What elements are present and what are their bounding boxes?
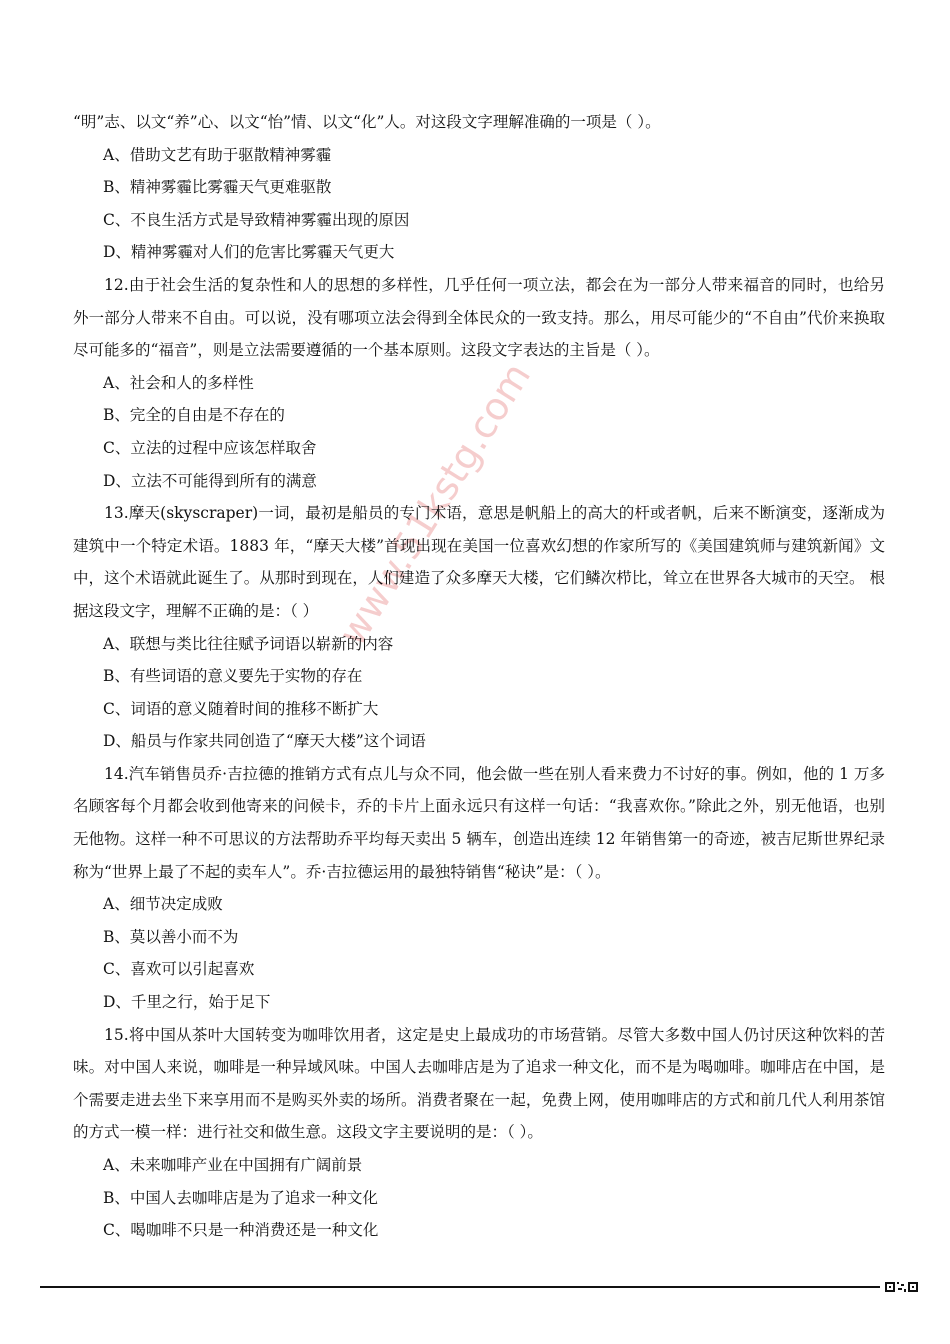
watermark: www.51kstg.com [330,355,540,654]
intro-options [73,139,885,269]
question-15 [73,1019,885,1247]
question-stem: 15.将中国从茶叶大国转变为咖啡饮用者，这定是史上最成功的市场营销。尽管大多数中国人仍讨厌这种饮料的苦味。对中国人来说，咖啡是一种异域风味。中国人去咖啡店是为了追求一种文化，而不是为喝咖啡。咖啡店在中国，是个需要走进去坐下来享用而不是购买外卖的场所。消费者聚在一起，免费上网，使用咖啡店的方式和前几代人利用茶馆的方式一模一样：进行社交和做生意。这段文字主要说明的是：（ ）。 [73,1025,885,1142]
footer-divider [40,1286,880,1288]
option-b: B、莫以善小而不为 [103,927,239,946]
content [73,106,885,1247]
option-b: B、完全的自由是不存在的 [103,406,285,425]
option-a: A、未来咖啡产业在中国拥有广阔前景 [103,1156,363,1174]
question-stem: 12.由于社会生活的复杂性和人的思想的多样性，几乎任何一项立法，都会在为一部分人带来福音的同时，也给另外一部分人带来不自由。可以说，没有哪项立法会得到全体民众的一致支持。那么，用尽可能少的“不自由”代价来换取尽可能多的“福音”，则是立法需要遵循的一个基本原则。这段文字表达的主旨是（ ）。 [73,275,885,360]
question-12 [73,269,885,497]
option-d: D、立法不可能得到所有的满意 [103,471,317,490]
question-13 [73,497,885,758]
qr-code-icon [884,1280,920,1344]
option-b: B、精神雾霾比雾霾天气更难驱散 [103,178,332,197]
option-c: C、立法的过程中应该怎样取舍 [103,438,317,457]
option-c: C、喜欢可以引起喜欢 [103,960,255,979]
option-a: A、借助文艺有助于驱散精神雾霾 [103,145,332,164]
option-d: D、千里之行，始于足下 [103,993,271,1012]
option-a: A、联想与类比往往赋予词语以崭新的内容 [103,634,394,653]
question-14 [73,758,885,1019]
question-stem: 13.摩天(skyscraper)一词，最初是船员的专门术语，意思是帆船上的高大的杆或者帆，后来不断演变，逐渐成为建筑中一个特定术语。1883 年，“摩天大楼”首现出现在美国一位喜欢幻想的作家所写的《美国建筑师与建筑新闻》文中，这个术语就此诞生了。从那时到现在，人们建造了众多摩天大楼，它们鳞次栉比，耸立在世界各大城市的天空。 根据这段文字，理解不正确的是：（ ） [73,504,885,620]
option-c: C、词语的意义随着时间的推移不断扩大 [103,699,379,718]
option-a: A、细节决定成败 [103,895,223,914]
option-c: C、不良生活方式是导致精神雾霾出现的原因 [103,210,410,229]
option-b: B、中国人去咖啡店是为了追求一种文化 [103,1188,378,1207]
option-a: A、社会和人的多样性 [103,373,254,392]
question-stem: 14.汽车销售员乔·吉拉德的推销方式有点儿与众不同，他会做一些在别人看来费力不讨好的事。例如，他的 1 万多名顾客每个月都会收到他寄来的问候卡，乔的卡片上面永远只有这样一句话：“我喜欢你。”除此之外，别无他语，也别无他物。这样一种不可思议的方法帮助乔平均每天卖出 5 辆车，创造出连续 12 年销售第一的奇迹，被吉尼斯世界纪录称为“世界上最了不起的卖车人”。乔·吉拉德运用的最独特销售“秘诀”是：（ ）。 [73,764,885,881]
option-d: D、精神雾霾对人们的危害比雾霾天气更大 [103,243,395,262]
intro-line: “明”志、以文“养”心、以文“怡”情、以文“化”人。对这段文字理解准确的一项是（ ）。 [73,113,661,131]
option-d: D、船员与作家共同创造了“摩天大楼”这个词语 [103,732,426,751]
option-c: C、喝咖啡不只是一种消费还是一种文化 [103,1221,379,1240]
option-b: B、有些词语的意义要先于实物的存在 [103,667,363,686]
